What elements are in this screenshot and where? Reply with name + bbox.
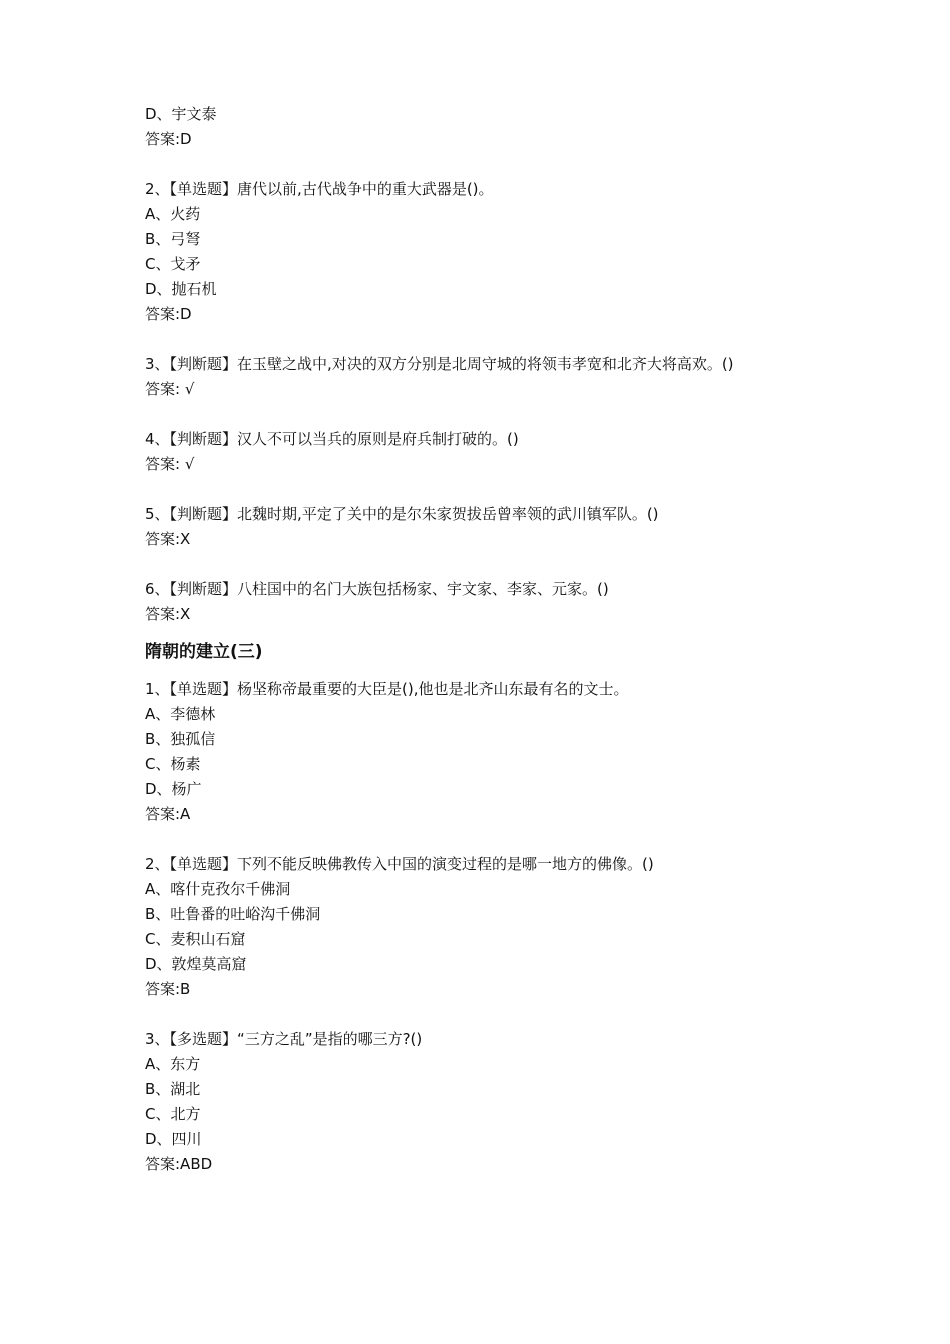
- question-stem: 2、【单选题】下列不能反映佛教传入中国的演变过程的是哪一地方的佛像。(): [145, 855, 654, 873]
- question-stem: 3、【判断题】在玉壁之战中,对决的双方分别是北周守城的将领韦孝宽和北齐大将高欢。(): [145, 355, 734, 373]
- question-stem: 6、【判断题】八柱国中的名门大族包括杨家、宇文家、李家、元家。(): [145, 580, 609, 598]
- option-item: C、麦积山石窟: [145, 930, 246, 948]
- question-stem: 4、【判断题】汉人不可以当兵的原则是府兵制打破的。(): [145, 430, 519, 448]
- option-item: A、李德林: [145, 705, 216, 723]
- option-item: C、杨素: [145, 755, 201, 773]
- option-item: C、北方: [145, 1105, 201, 1123]
- answer-line: 答案:B: [145, 980, 191, 998]
- page-content: [145, 102, 865, 1177]
- question-stem: 2、【单选题】唐代以前,古代战争中的重大武器是()。: [145, 180, 494, 198]
- option-item: A、火药: [145, 205, 201, 223]
- option-item: A、喀什克孜尔千佛洞: [145, 880, 291, 898]
- option-item: D、抛石机: [145, 280, 217, 298]
- option-item: A、东方: [145, 1055, 201, 1073]
- question-stem: 5、【判断题】北魏时期,平定了关中的是尔朱家贺拔岳曾率领的武川镇军队。(): [145, 505, 659, 523]
- answer-line: 答案: √: [145, 380, 195, 398]
- option-item: C、戈矛: [145, 255, 201, 273]
- option-item: B、弓弩: [145, 230, 201, 248]
- question-stem: 3、【多选题】“三方之乱”是指的哪三方?(): [145, 1030, 423, 1048]
- question-stem: 1、【单选题】杨坚称帝最重要的大臣是(),他也是北齐山东最有名的文士。: [145, 680, 629, 698]
- option-item: D、宇文泰: [145, 105, 217, 123]
- answer-line: 答案:X: [145, 530, 191, 548]
- answer-line: 答案:D: [145, 305, 192, 323]
- option-item: B、独孤信: [145, 730, 216, 748]
- answer-line: 答案: √: [145, 455, 195, 473]
- answer-line: 答案:A: [145, 805, 191, 823]
- option-item: B、湖北: [145, 1080, 201, 1098]
- option-item: B、吐鲁番的吐峪沟千佛洞: [145, 905, 321, 923]
- answer-line: 答案:D: [145, 130, 192, 148]
- answer-line: 答案:X: [145, 605, 191, 623]
- option-item: D、敦煌莫高窟: [145, 955, 247, 973]
- answer-line: 答案:ABD: [145, 1155, 213, 1173]
- option-item: D、杨广: [145, 780, 202, 798]
- option-item: D、四川: [145, 1130, 202, 1148]
- section-heading: 隋朝的建立(三): [145, 642, 263, 662]
